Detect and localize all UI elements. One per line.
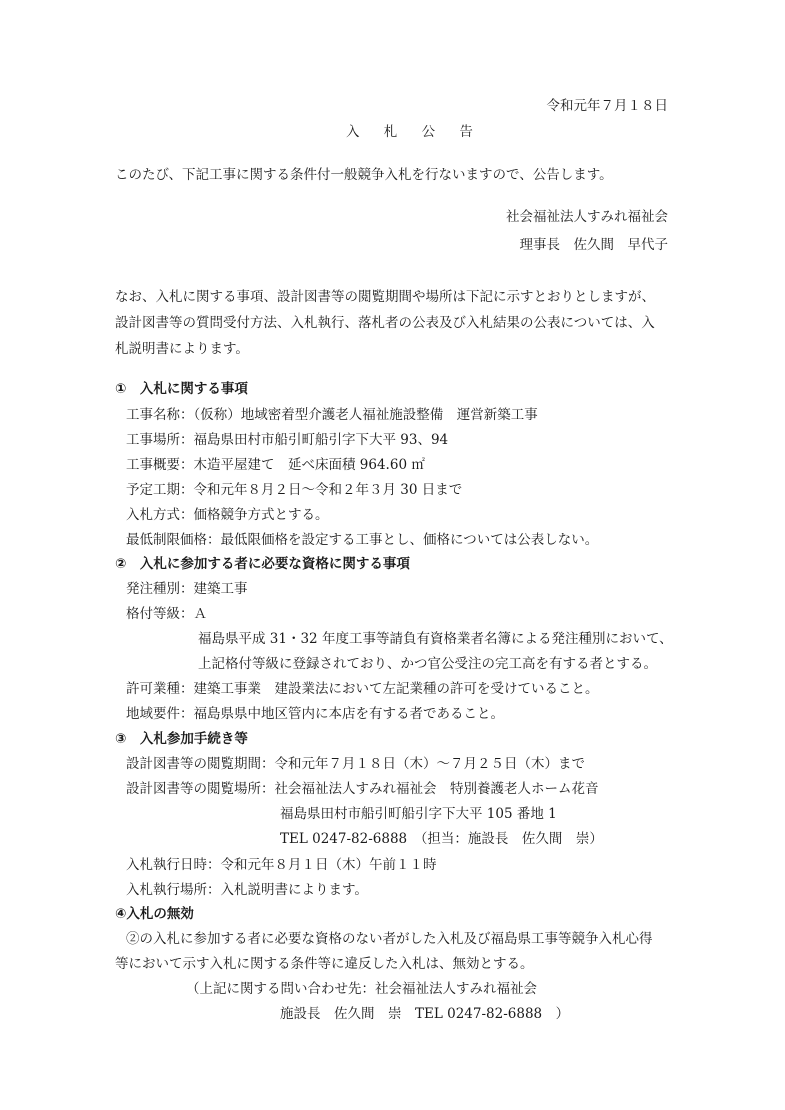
section-item: ②の入札に参加する者に必要な資格のない者がした入札及び福島県工事等競争入札心得 — [126, 931, 653, 947]
section-item: 地域要件：福島県県中地区管内に本店を有する者であること。 — [126, 706, 504, 722]
note-line: 設計図書等の質問受付方法、入札執行、落札者の公表及び入札結果の公表については、入 — [115, 315, 655, 331]
section-item: 最低制限価格：最低限価格を設定する工事とし、価格については公表しない。 — [126, 532, 599, 548]
section-item: 許可業種：建築工事業 建設業法において左記業種の許可を受けていること。 — [126, 681, 599, 697]
notice-title: 入 札 公 告 — [346, 124, 483, 140]
representative-name: 理事長 佐久間 早代子 — [519, 237, 668, 253]
notice-date: 令和元年７月１８日 — [546, 98, 668, 114]
organization-name: 社会福祉法人すみれ福祉会 — [506, 209, 668, 225]
section-item: 予定工期：令和元年８月２日～令和２年３月 30 日まで — [126, 482, 463, 498]
intro-text: このたび、下記工事に関する条件付一般競争入札を行ないますので、公告します。 — [115, 167, 613, 183]
section-item: 工事名称：（仮称）地域密着型介護老人福祉施設整備 運営新築工事 — [126, 407, 538, 423]
section-heading-procedure: ③ 入札参加手続き等 — [115, 731, 248, 747]
section-item: 等において示す入札に関する条件等に違反した入札は、無効とする。 — [115, 956, 534, 972]
note-line: なお、入札に関する事項、設計図書等の閲覧期間や場所は下記に示すとおりとしますが、 — [115, 289, 655, 305]
section-item: 上記格付等級に登録されており、かつ官公受注の完工高を有する者とする。 — [198, 656, 657, 672]
section-item: 工事場所：福島県田村市船引町船引字下大平 93、94 — [126, 432, 449, 448]
section-item: 格付等級：Ａ — [126, 606, 207, 622]
section-item: 入札執行場所：入札説明書によります。 — [126, 882, 368, 898]
section-item: 入札方式：価格競争方式とする。 — [126, 507, 329, 523]
section-heading-bidding: ① 入札に関する事項 — [115, 381, 248, 397]
section-item: 福島県田村市船引町船引字下大平 105 番地 1 — [280, 806, 557, 822]
contact-line: 施設長 佐久間 崇 TEL 0247-82-6888 ） — [280, 1006, 570, 1022]
section-item: 入札執行日時：令和元年８月１日（木）午前１１時 — [126, 857, 437, 873]
section-item: TEL 0247-82-6888 （担当：施設長 佐久間 崇） — [280, 831, 603, 847]
section-item: 設計図書等の閲覧場所：社会福祉法人すみれ福祉会 特別養護老人ホーム花音 — [126, 781, 599, 797]
section-heading-qualification: ② 入札に参加する者に必要な資格に関する事項 — [115, 556, 410, 572]
note-line: 札説明書によります。 — [115, 341, 249, 357]
contact-line: （上記に関する問い合わせ先：社会福祉法人すみれ福祉会 — [186, 981, 537, 997]
section-item: 福島県平成 31・32 年度工事等請負有資格業者名簿による発注種別において、 — [198, 631, 673, 647]
section-item: 発注種別：建築工事 — [126, 581, 248, 597]
section-item: 設計図書等の閲覧期間：令和元年７月１８日（木）～７月２５日（木）まで — [126, 756, 585, 772]
section-heading-invalidity: ④入札の無効 — [115, 906, 194, 922]
section-item: 工事概要：木造平屋建て 延べ床面積 964.60 ㎡ — [126, 457, 425, 473]
